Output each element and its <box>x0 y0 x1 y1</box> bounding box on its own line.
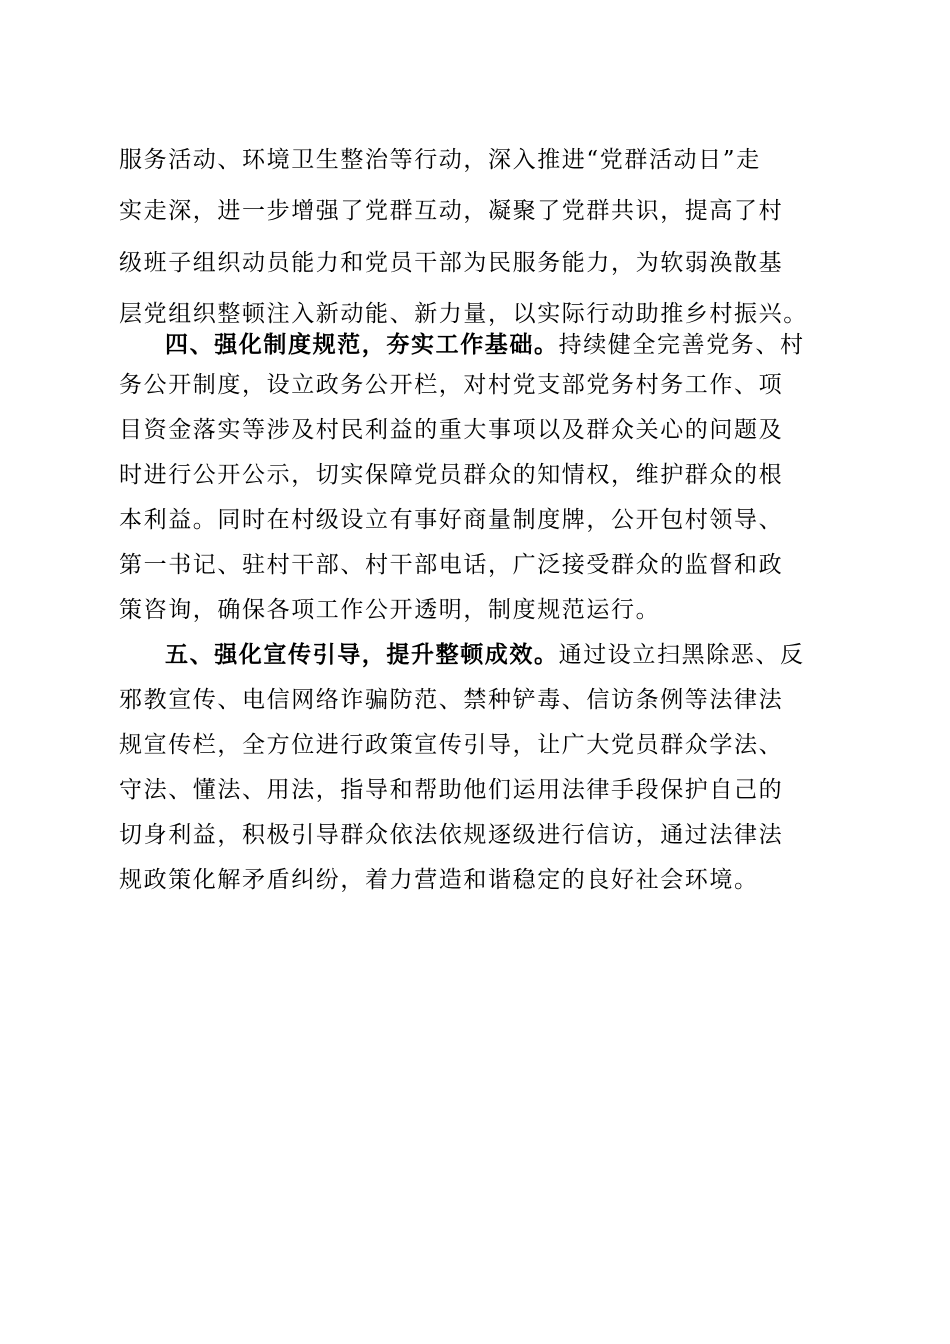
paragraph-line: 第一书记、驻村干部、村干部电话，广泛接受群众的监督和政 <box>119 552 784 578</box>
section-first-line <box>165 640 805 670</box>
paragraph-line: 级班子组织动员能力和党员干部为民服务能力，为软弱涣散基 <box>119 250 784 276</box>
paragraph-line: 规宣传栏，全方位进行政策宣传引导，让广大党员群众学法、 <box>119 732 784 758</box>
section-text: 持续健全完善党务、村 <box>558 332 805 358</box>
paragraph-line: 目资金落实等涉及村民利益的重大事项以及群众关心的问题及 <box>119 417 784 443</box>
paragraph-line: 务公开制度，设立政务公开栏，对村党支部党务村务工作、项 <box>119 372 784 398</box>
paragraph-line: 切身利益，积极引导群众依法依规逐级进行信访，通过法律法 <box>119 822 784 848</box>
paragraph-line: 时进行公开公示，切实保障党员群众的知情权，维护群众的根 <box>119 462 784 488</box>
paragraph-line: 服务活动、环境卫生整治等行动，深入推进“党群活动日”走 <box>119 147 761 173</box>
paragraph-line: 守法、懂法、用法，指导和帮助他们运用法律手段保护自己的 <box>119 777 784 803</box>
section-first-line <box>165 330 805 360</box>
paragraph-line: 实走深，进一步增强了党群互动，凝聚了党群共识，提高了村 <box>119 198 784 224</box>
paragraph-line: 邪教宣传、电信网络诈骗防范、禁种铲毒、信访条例等法律法 <box>119 687 784 713</box>
paragraph-line: 层党组织整顿注入新动能、新力量，以实际行动助推乡村振兴。 <box>119 301 808 327</box>
section-heading: 四、强化制度规范，夯实工作基础。 <box>165 332 559 358</box>
paragraph-line: 本利益。同时在村级设立有事好商量制度牌，公开包村领导、 <box>119 507 784 533</box>
paragraph-line: 策咨询，确保各项工作公开透明，制度规范运行。 <box>119 597 661 623</box>
paragraph-line: 规政策化解矛盾纠纷，着力营造和谐稳定的良好社会环境。 <box>119 867 759 893</box>
section-heading: 五、强化宣传引导，提升整顿成效。 <box>165 642 559 668</box>
section-text: 通过设立扫黑除恶、反 <box>558 642 805 668</box>
